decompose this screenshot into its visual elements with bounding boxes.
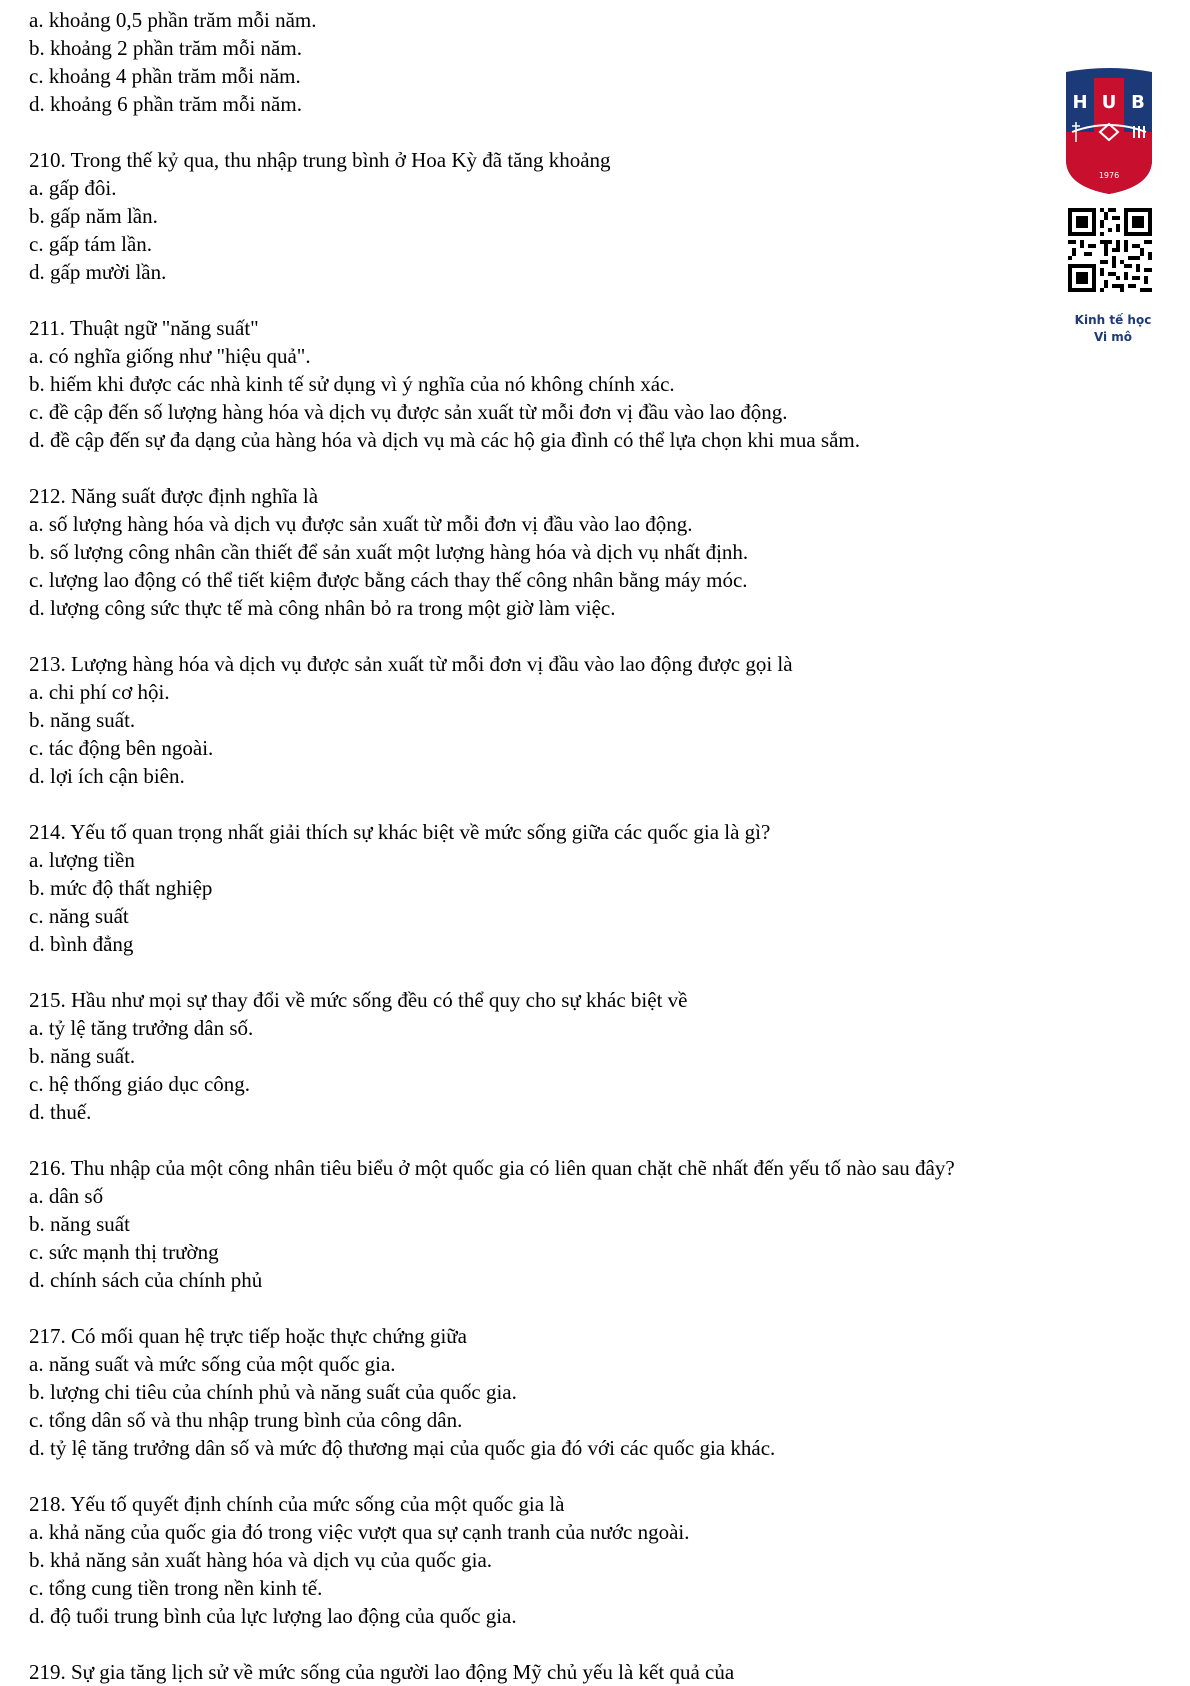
option-a: a. khoảng 0,5 phần trăm mỗi năm. <box>29 8 317 32</box>
option-b: b. năng suất. <box>29 1044 136 1068</box>
option-b: b. khoảng 2 phần trăm mỗi năm. <box>29 36 302 60</box>
question-210 <box>29 146 1149 286</box>
option-d: d. khoảng 6 phần trăm mỗi năm. <box>29 92 302 116</box>
option-a: a. chi phí cơ hội. <box>29 680 170 704</box>
option-d: d. chính sách của chính phủ <box>29 1268 263 1292</box>
option-c: c. hệ thống giáo dục công. <box>29 1072 251 1096</box>
option-b: b. lượng chi tiêu của chính phủ và năng suất của quốc gia. <box>29 1380 517 1404</box>
option-b: b. khả năng sản xuất hàng hóa và dịch vụ của quốc gia. <box>29 1548 493 1572</box>
previous-question-options <box>29 6 1149 118</box>
question-stem: 216. Thu nhập của một công nhân tiêu biểu ở một quốc gia có liên quan chặt chẽ nhất đến yếu tố nào sau đây? <box>29 1156 955 1180</box>
logo-letter-u: U <box>1101 92 1117 113</box>
question-218 <box>29 1490 1149 1630</box>
question-216 <box>29 1154 1149 1294</box>
option-d: d. lượng công sức thực tế mà công nhân bỏ ra trong một giờ làm việc. <box>29 596 616 620</box>
hub-university-logo <box>1064 68 1154 196</box>
option-a: a. tỷ lệ tăng trưởng dân số. <box>29 1016 254 1040</box>
option-c: c. sức mạnh thị trường <box>29 1240 219 1264</box>
question-219 <box>29 1658 1149 1686</box>
option-d: d. lợi ích cận biên. <box>29 764 185 788</box>
option-a: a. lượng tiền <box>29 848 135 872</box>
question-214 <box>29 818 1149 958</box>
option-b: b. số lượng công nhân cần thiết để sản xuất một lượng hàng hóa và dịch vụ nhất định. <box>29 540 749 564</box>
option-b: b. mức độ thất nghiệp <box>29 876 213 900</box>
option-b: b. năng suất <box>29 1212 130 1236</box>
question-212 <box>29 482 1149 622</box>
option-b: b. hiếm khi được các nhà kinh tế sử dụng vì ý nghĩa của nó không chính xác. <box>29 372 675 396</box>
option-a: a. dân số <box>29 1184 104 1208</box>
question-stem: 218. Yếu tố quyết định chính của mức sống của một quốc gia là <box>29 1492 565 1516</box>
question-stem: 215. Hầu như mọi sự thay đổi về mức sống đều có thể quy cho sự khác biệt về <box>29 988 688 1012</box>
option-c: c. tổng cung tiền trong nền kinh tế. <box>29 1576 323 1600</box>
option-c: c. đề cập đến số lượng hàng hóa và dịch vụ được sản xuất từ mỗi đơn vị đầu vào lao động. <box>29 400 788 424</box>
option-a: a. có nghĩa giống như "hiệu quả". <box>29 344 311 368</box>
question-stem: 211. Thuật ngữ "năng suất" <box>29 316 259 340</box>
option-a: a. số lượng hàng hóa và dịch vụ được sản xuất từ mỗi đơn vị đầu vào lao động. <box>29 512 693 536</box>
option-c: c. lượng lao động có thể tiết kiệm được bằng cách thay thế công nhân bằng máy móc. <box>29 568 748 592</box>
question-stem: 212. Năng suất được định nghĩa là <box>29 484 319 508</box>
course-title <box>1038 312 1188 346</box>
question-215 <box>29 986 1149 1126</box>
option-d: d. tỷ lệ tăng trưởng dân số và mức độ thương mại của quốc gia đó với các quốc gia khác. <box>29 1436 776 1460</box>
option-a: a. năng suất và mức sống của một quốc gia. <box>29 1352 396 1376</box>
question-stem: 213. Lượng hàng hóa và dịch vụ được sản xuất từ mỗi đơn vị đầu vào lao động được gọi là <box>29 652 793 676</box>
question-213 <box>29 650 1149 790</box>
option-a: a. gấp đôi. <box>29 176 117 200</box>
option-d: d. gấp mười lần. <box>29 260 167 284</box>
option-c: c. gấp tám lần. <box>29 232 153 256</box>
option-b: b. gấp năm lần. <box>29 204 158 228</box>
logo-letter-h: H <box>1072 92 1088 113</box>
option-b: b. năng suất. <box>29 708 136 732</box>
option-d: d. bình đẳng <box>29 932 134 956</box>
question-stem: 210. Trong thế kỷ qua, thu nhập trung bình ở Hoa Kỳ đã tăng khoảng <box>29 148 611 172</box>
question-stem: 217. Có mối quan hệ trực tiếp hoặc thực chứng giữa <box>29 1324 468 1348</box>
question-stem: 214. Yếu tố quan trọng nhất giải thích sự khác biệt về mức sống giữa các quốc gia là gì? <box>29 820 771 844</box>
option-c: c. tác động bên ngoài. <box>29 736 214 760</box>
course-title-line1: Kinh tế học <box>1074 313 1152 327</box>
option-d: d. đề cập đến sự đa dạng của hàng hóa và dịch vụ mà các hộ gia đình có thể lựa chọn khi mua sắm. <box>29 428 860 452</box>
option-d: d. độ tuổi trung bình của lực lượng lao động của quốc gia. <box>29 1604 517 1628</box>
document-body <box>29 6 1149 1686</box>
logo-letter-b: B <box>1131 92 1145 113</box>
question-217 <box>29 1322 1149 1462</box>
option-c: c. năng suất <box>29 904 129 928</box>
option-c: c. khoảng 4 phần trăm mỗi năm. <box>29 64 301 88</box>
logo-year: 1976 <box>1098 171 1120 180</box>
question-stem: 219. Sự gia tăng lịch sử về mức sống của người lao động Mỹ chủ yếu là kết quả của <box>29 1660 735 1684</box>
course-title-line2: Vi mô <box>1093 330 1133 344</box>
question-211 <box>29 314 1149 454</box>
option-a: a. khả năng của quốc gia đó trong việc vượt qua sự cạnh tranh của nước ngoài. <box>29 1520 690 1544</box>
option-c: c. tổng dân số và thu nhập trung bình của công dân. <box>29 1408 463 1432</box>
qr-code <box>1068 208 1152 292</box>
option-d: d. thuế. <box>29 1100 92 1124</box>
